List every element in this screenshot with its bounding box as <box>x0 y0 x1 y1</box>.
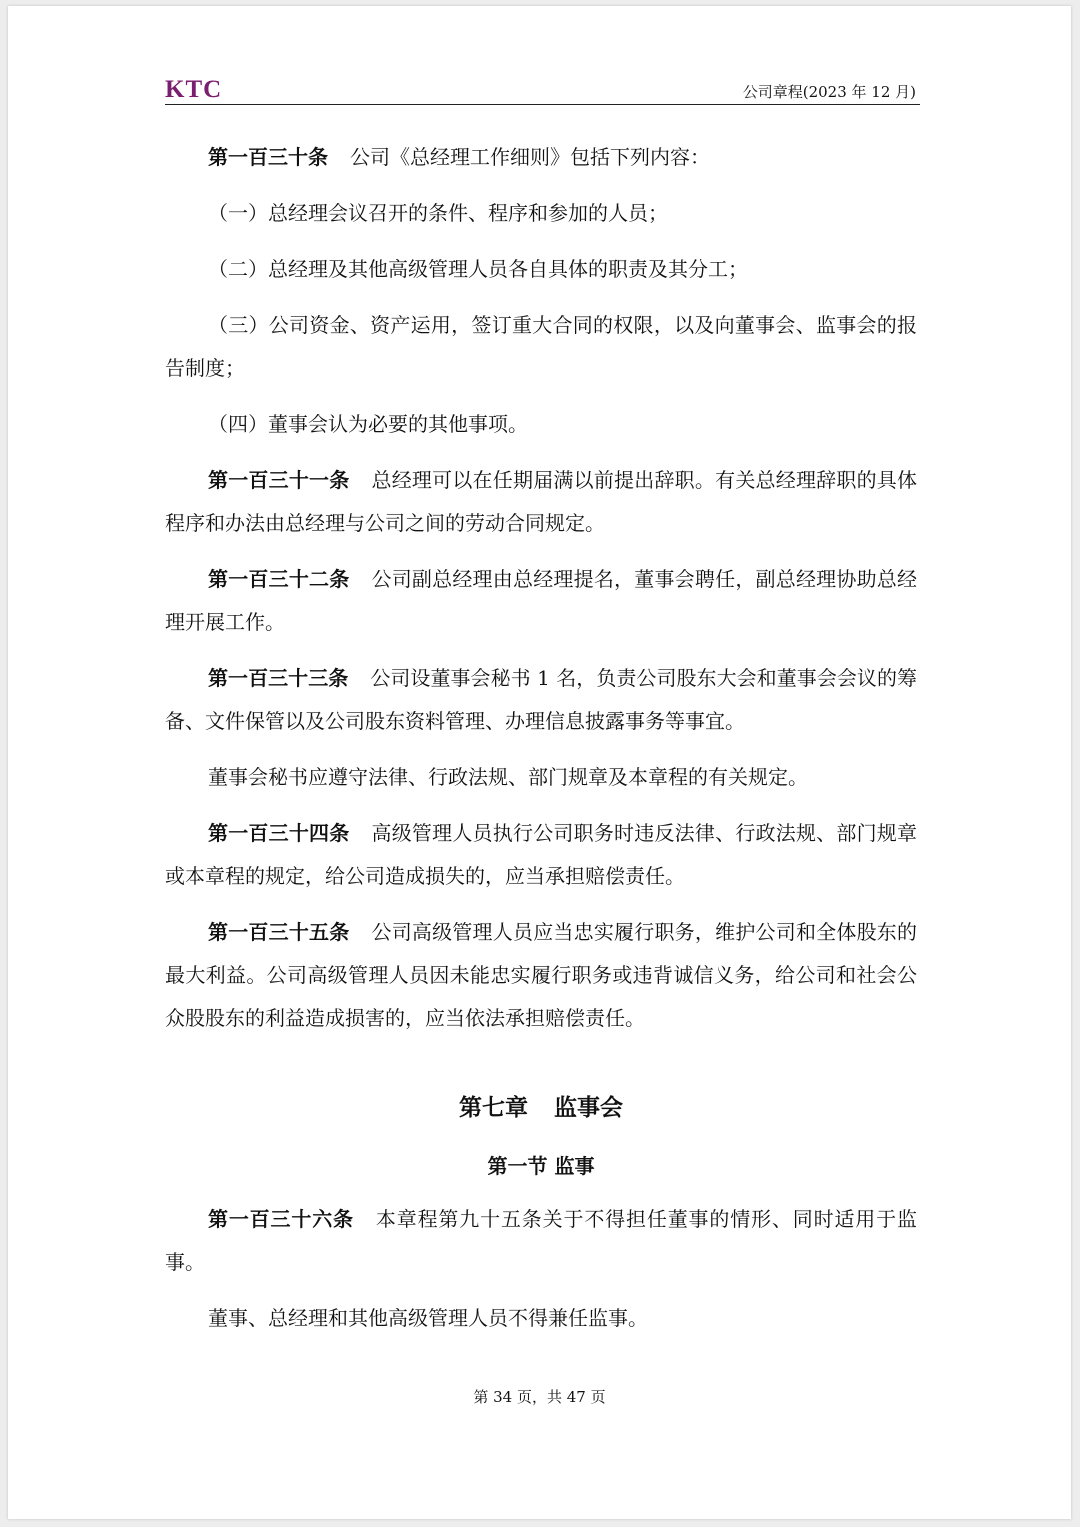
paragraph <box>165 304 917 390</box>
paragraph-text: 董事会秘书应遵守法律、行政法规、部门规章及本章程的有关规定。 <box>208 765 808 789</box>
paragraph <box>165 1297 917 1340</box>
paragraph <box>165 1198 917 1284</box>
article-number: 第一百三十二条 <box>208 567 350 591</box>
document-page <box>8 6 1071 1519</box>
paragraph <box>165 812 917 898</box>
paragraph <box>165 192 917 235</box>
chapter-heading: 第七章 监事会 <box>458 1095 623 1121</box>
paragraph-text: （四）董事会认为必要的其他事项。 <box>208 412 528 436</box>
paragraph <box>165 403 917 446</box>
paragraph-text: 公司副总经理由总经理提名，董事会聘任，副总经理协助总经理开展工作。 <box>165 567 918 634</box>
paragraph <box>165 911 917 1040</box>
paragraph-text: （二）总经理及其他高级管理人员各自具体的职责及其分工； <box>208 257 748 281</box>
paragraph <box>165 136 917 179</box>
paragraph-text: （三）公司资金、资产运用，签订重大合同的权限，以及向董事会、监事会的报告制度； <box>165 313 917 380</box>
article-number: 第一百三十四条 <box>208 821 350 845</box>
paragraph-text: 公司《总经理工作细则》包括下列内容： <box>350 145 710 169</box>
article-number: 第一百三十五条 <box>208 920 350 944</box>
article-number: 第一百三十六条 <box>208 1207 354 1231</box>
paragraph-text: 公司设董事会秘书 1 名，负责公司股东大会和董事会会议的筹备、文件保管以及公司股东资料管理、办理信息披露事务等事宜。 <box>165 666 917 733</box>
paragraph-text: 本章程第九十五条关于不得担任董事的情形、同时适用于监事。 <box>165 1207 917 1274</box>
paragraph <box>165 248 917 291</box>
paragraph-text: 高级管理人员执行公司职务时违反法律、行政法规、部门规章或本章程的规定，给公司造成损失的，应当承担赔偿责任。 <box>165 821 918 888</box>
article-number: 第一百三十一条 <box>208 468 350 492</box>
paragraph-text: （一）总经理会议召开的条件、程序和参加的人员； <box>208 201 668 225</box>
company-logo: KTC <box>165 76 223 103</box>
document-body <box>165 136 917 1353</box>
paragraph <box>165 756 917 799</box>
document-title: 公司章程(2023 年 12 月) <box>742 83 916 101</box>
section-heading: 第一节 监事 <box>487 1154 595 1178</box>
page-header <box>165 78 920 105</box>
paragraph <box>165 558 917 644</box>
paragraph <box>165 657 917 743</box>
article-number: 第一百三十三条 <box>208 666 349 690</box>
paragraph-text: 公司高级管理人员应当忠实履行职务，维护公司和全体股东的最大利益。公司高级管理人员因未能忠实履行职务或违背诚信义务，给公司和社会公众股股东的利益造成损害的，应当依法承担赔偿责任。 <box>165 920 918 1030</box>
paragraph <box>165 459 917 545</box>
page-number: 第 34 页，共 47 页 <box>473 1388 606 1406</box>
article-number: 第一百三十条 <box>208 145 328 169</box>
paragraph-text: 董事、总经理和其他高级管理人员不得兼任监事。 <box>208 1306 648 1330</box>
paragraph-text: 总经理可以在任期届满以前提出辞职。有关总经理辞职的具体程序和办法由总经理与公司之间的劳动合同规定。 <box>165 468 918 535</box>
